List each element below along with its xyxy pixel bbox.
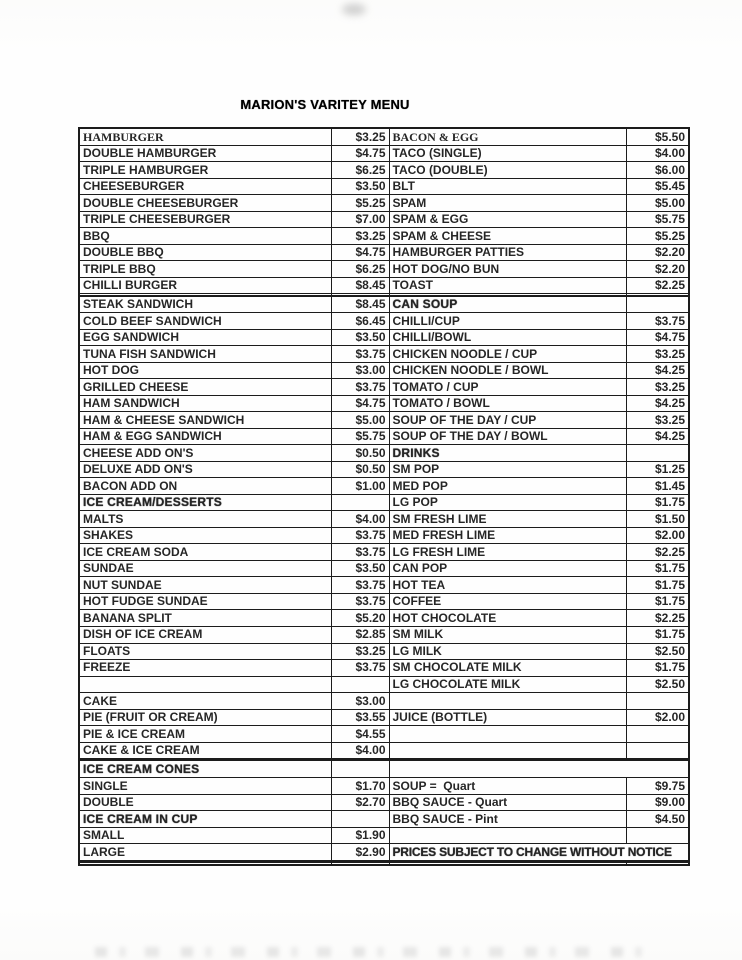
item-price-cell: $3.75 <box>331 379 389 396</box>
item-price-cell: $1.75 <box>626 627 689 644</box>
item-name-cell: TRIPLE HAMBURGER <box>79 162 331 179</box>
item-price-cell: $4.75 <box>626 329 689 346</box>
item-name-cell <box>389 760 689 777</box>
item-price-cell: $5.00 <box>331 412 389 429</box>
item-name-cell: CHILLI BURGER <box>79 277 331 294</box>
table-row <box>79 461 689 478</box>
item-price-cell: $1.25 <box>626 461 689 478</box>
item-price-cell: $6.25 <box>331 162 389 179</box>
item-name-cell: HAM SANDWICH <box>79 395 331 412</box>
item-price-cell: $1.90 <box>331 827 389 844</box>
item-name-cell: CHILLI/BOWL <box>389 329 626 346</box>
item-price-cell: $4.75 <box>331 395 389 412</box>
table-row <box>79 277 689 294</box>
table-row <box>79 709 689 726</box>
item-price-cell: $5.25 <box>626 228 689 245</box>
item-name-cell: HAM & CHEESE SANDWICH <box>79 412 331 429</box>
table-row <box>79 693 689 710</box>
item-name-cell: DOUBLE CHEESEBURGER <box>79 195 331 212</box>
item-price-cell: $8.45 <box>331 277 389 294</box>
item-name-cell: HOT FUDGE SUNDAE <box>79 593 331 610</box>
item-price-cell: $2.25 <box>626 544 689 561</box>
item-price-cell: $5.20 <box>331 610 389 627</box>
item-price-cell: $3.75 <box>331 593 389 610</box>
item-price-cell: $6.00 <box>626 162 689 179</box>
item-name-cell: BBQ <box>79 228 331 245</box>
item-name-cell: SINGLE <box>79 778 331 795</box>
item-name-cell: SM FRESH LIME <box>389 511 626 528</box>
item-price-cell: $5.00 <box>626 195 689 212</box>
table-row <box>79 577 689 594</box>
table-row <box>79 863 689 865</box>
item-name-cell: FLOATS <box>79 643 331 660</box>
item-name-cell: LG FRESH LIME <box>389 544 626 561</box>
item-price-cell: $3.25 <box>626 346 689 363</box>
item-name-cell: LG CHOCOLATE MILK <box>389 676 626 693</box>
table-row <box>79 195 689 212</box>
item-name-cell: DOUBLE <box>79 794 331 811</box>
item-name-cell: CHEESE ADD ON'S <box>79 445 331 462</box>
item-name-cell: ICE CREAM SODA <box>79 544 331 561</box>
item-name-cell: SMALL <box>79 827 331 844</box>
item-name-cell: DISH OF ICE CREAM <box>79 627 331 644</box>
table-row <box>79 660 689 677</box>
item-name-cell: EGG SANDWICH <box>79 329 331 346</box>
item-price-cell: $4.25 <box>626 395 689 412</box>
item-price-cell: $4.50 <box>626 811 689 828</box>
item-name-cell: HOT CHOCOLATE <box>389 610 626 627</box>
item-name-cell: SOUP OF THE DAY / CUP <box>389 412 626 429</box>
table-row <box>79 379 689 396</box>
table-row <box>79 178 689 195</box>
table-row <box>79 261 689 278</box>
item-price-cell: $9.75 <box>626 778 689 795</box>
item-price-cell <box>626 726 689 743</box>
item-price-cell <box>626 742 689 759</box>
table-row <box>79 162 689 179</box>
item-price-cell: $1.75 <box>626 660 689 677</box>
item-price-cell: $2.50 <box>626 676 689 693</box>
table-row <box>79 778 689 795</box>
item-price-cell: $8.45 <box>331 296 389 313</box>
item-price-cell: $3.25 <box>331 643 389 660</box>
item-name-cell: TOAST <box>389 277 626 294</box>
item-name-cell: HOT DOG/NO BUN <box>389 261 626 278</box>
item-price-cell: $2.90 <box>331 844 389 861</box>
item-price-cell: $2.00 <box>626 709 689 726</box>
item-price-cell: $1.45 <box>626 478 689 495</box>
table-row <box>79 296 689 313</box>
item-name-cell <box>79 863 331 865</box>
item-name-cell: CHEESEBURGER <box>79 178 331 195</box>
item-price-cell: $5.75 <box>626 211 689 228</box>
item-price-cell: $3.00 <box>331 362 389 379</box>
table-row <box>79 244 689 261</box>
item-price-cell: $3.75 <box>331 527 389 544</box>
item-price-cell: $3.55 <box>331 709 389 726</box>
item-name-cell: TACO (DOUBLE) <box>389 162 626 179</box>
item-price-cell: $3.75 <box>331 660 389 677</box>
item-price-cell: $4.25 <box>626 362 689 379</box>
item-name-cell: DOUBLE HAMBURGER <box>79 145 331 162</box>
item-name-cell: SUNDAE <box>79 560 331 577</box>
item-name-cell: SPAM & EGG <box>389 211 626 228</box>
item-name-cell: SM POP <box>389 461 626 478</box>
item-price-cell <box>626 445 689 462</box>
item-name-cell: SOUP = Quart <box>389 778 626 795</box>
item-name-cell: PIE & ICE CREAM <box>79 726 331 743</box>
item-price-cell: $3.75 <box>331 577 389 594</box>
table-row <box>79 412 689 429</box>
item-price-cell: $5.25 <box>331 195 389 212</box>
table-row <box>79 760 689 777</box>
item-price-cell: $4.00 <box>626 145 689 162</box>
item-name-cell: TRIPLE BBQ <box>79 261 331 278</box>
item-price-cell: $4.25 <box>626 428 689 445</box>
table-row <box>79 346 689 363</box>
item-price-cell <box>331 676 389 693</box>
item-price-cell: $5.75 <box>331 428 389 445</box>
item-price-cell: $0.50 <box>331 445 389 462</box>
item-name-cell: GRILLED CHEESE <box>79 379 331 396</box>
item-price-cell: $2.25 <box>626 610 689 627</box>
item-price-cell: $4.75 <box>331 244 389 261</box>
item-name-cell: SHAKES <box>79 527 331 544</box>
item-price-cell: $2.25 <box>626 277 689 294</box>
table-row <box>79 211 689 228</box>
item-price-cell: $4.75 <box>331 145 389 162</box>
table-row <box>79 794 689 811</box>
item-name-cell: LARGE <box>79 844 331 861</box>
table-row <box>79 445 689 462</box>
section-header-cell: ICE CREAM CONES <box>79 760 331 777</box>
item-name-cell: DOUBLE BBQ <box>79 244 331 261</box>
item-price-cell <box>331 760 389 777</box>
item-price-cell: $3.25 <box>331 128 389 145</box>
item-name-cell: BLT <box>389 178 626 195</box>
item-price-cell: $9.00 <box>626 794 689 811</box>
item-name-cell: TOMATO / BOWL <box>389 395 626 412</box>
item-price-cell: $5.45 <box>626 178 689 195</box>
table-row <box>79 511 689 528</box>
menu-table <box>78 127 690 866</box>
item-price-cell <box>331 494 389 511</box>
item-price-cell <box>626 863 689 865</box>
item-price-cell: $3.25 <box>626 412 689 429</box>
item-price-cell: $2.70 <box>331 794 389 811</box>
item-name-cell: SM MILK <box>389 627 626 644</box>
item-name-cell: HOT DOG <box>79 362 331 379</box>
table-row <box>79 478 689 495</box>
item-name-cell: MALTS <box>79 511 331 528</box>
item-price-cell: $3.25 <box>626 379 689 396</box>
item-price-cell: $3.25 <box>331 228 389 245</box>
item-price-cell: $2.50 <box>626 643 689 660</box>
table-row <box>79 676 689 693</box>
item-price-cell: $3.75 <box>626 313 689 330</box>
item-price-cell: $3.50 <box>331 178 389 195</box>
item-price-cell: $6.45 <box>331 313 389 330</box>
item-name-cell: MED POP <box>389 478 626 495</box>
item-name-cell: SPAM & CHEESE <box>389 228 626 245</box>
item-price-cell: $2.00 <box>626 527 689 544</box>
item-price-cell: $3.50 <box>331 560 389 577</box>
item-name-cell <box>389 863 626 865</box>
item-price-cell: $2.20 <box>626 261 689 278</box>
menu-table-body <box>79 128 689 865</box>
item-name-cell: JUICE (BOTTLE) <box>389 709 626 726</box>
item-name-cell: CHICKEN NOODLE / CUP <box>389 346 626 363</box>
item-name-cell: HOT TEA <box>389 577 626 594</box>
table-row <box>79 494 689 511</box>
item-name-cell: BBQ SAUCE - Pint <box>389 811 626 828</box>
table-row <box>79 329 689 346</box>
item-name-cell: TACO (SINGLE) <box>389 145 626 162</box>
table-row <box>79 313 689 330</box>
item-name-cell: BACON & EGG <box>389 128 626 145</box>
table-row <box>79 742 689 759</box>
table-row <box>79 610 689 627</box>
item-price-cell: $4.00 <box>331 742 389 759</box>
table-row <box>79 844 689 861</box>
item-name-cell: HAM & EGG SANDWICH <box>79 428 331 445</box>
item-name-cell: TUNA FISH SANDWICH <box>79 346 331 363</box>
table-row <box>79 128 689 145</box>
item-price-cell: $7.00 <box>331 211 389 228</box>
item-name-cell: STEAK SANDWICH <box>79 296 331 313</box>
table-row <box>79 362 689 379</box>
table-row <box>79 627 689 644</box>
page-title: MARION'S VARITEY MENU <box>240 97 410 112</box>
item-price-cell: $1.75 <box>626 494 689 511</box>
table-row <box>79 428 689 445</box>
item-price-cell: $1.75 <box>626 560 689 577</box>
item-price-cell: $5.50 <box>626 128 689 145</box>
item-price-cell: $1.50 <box>626 511 689 528</box>
item-name-cell: DELUXE ADD ON'S <box>79 461 331 478</box>
table-row <box>79 544 689 561</box>
item-name-cell: BACON ADD ON <box>79 478 331 495</box>
item-name-cell: FREEZE <box>79 660 331 677</box>
item-name-cell <box>389 742 626 759</box>
table-row <box>79 827 689 844</box>
item-name-cell: TOMATO / CUP <box>389 379 626 396</box>
table-row <box>79 228 689 245</box>
scan-smudge-top <box>342 4 366 15</box>
section-header-cell: ICE CREAM/DESSERTS <box>79 494 331 511</box>
item-name-cell: CAN POP <box>389 560 626 577</box>
item-name-cell: BANANA SPLIT <box>79 610 331 627</box>
item-name-cell: COFFEE <box>389 593 626 610</box>
item-price-cell: $1.75 <box>626 577 689 594</box>
item-name-cell: CAKE & ICE CREAM <box>79 742 331 759</box>
table-row <box>79 560 689 577</box>
item-name-cell: LG POP <box>389 494 626 511</box>
item-name-cell <box>389 827 626 844</box>
item-name-cell: COLD BEEF SANDWICH <box>79 313 331 330</box>
item-price-cell: $1.75 <box>626 593 689 610</box>
item-price-cell <box>626 827 689 844</box>
item-price-cell: $0.50 <box>331 461 389 478</box>
item-name-cell: BBQ SAUCE - Quart <box>389 794 626 811</box>
item-name-cell: HAMBURGER PATTIES <box>389 244 626 261</box>
item-price-cell <box>331 863 389 865</box>
item-name-cell: TRIPLE CHEESEBURGER <box>79 211 331 228</box>
item-name-cell <box>79 676 331 693</box>
item-name-cell: SPAM <box>389 195 626 212</box>
section-header-cell: ICE CREAM IN CUP <box>79 811 331 828</box>
scan-smudge-bottom <box>95 947 655 957</box>
item-price-cell: $4.55 <box>331 726 389 743</box>
item-price-cell: $3.75 <box>331 346 389 363</box>
item-price-cell: $2.85 <box>331 627 389 644</box>
item-name-cell <box>389 726 626 743</box>
item-price-cell: $6.25 <box>331 261 389 278</box>
table-row <box>79 527 689 544</box>
table-row <box>79 395 689 412</box>
item-price-cell: $3.50 <box>331 329 389 346</box>
item-price-cell <box>626 296 689 313</box>
item-name-cell: NUT SUNDAE <box>79 577 331 594</box>
table-row <box>79 811 689 828</box>
item-price-cell <box>626 693 689 710</box>
item-price-cell <box>331 811 389 828</box>
item-price-cell: $3.75 <box>331 544 389 561</box>
table-row <box>79 145 689 162</box>
item-price-cell: $4.00 <box>331 511 389 528</box>
item-price-cell: $3.00 <box>331 693 389 710</box>
table-row <box>79 593 689 610</box>
item-name-cell: LG MILK <box>389 643 626 660</box>
item-price-cell: $1.70 <box>331 778 389 795</box>
item-price-cell: $2.20 <box>626 244 689 261</box>
notice-cell: PRICES SUBJECT TO CHANGE WITHOUT NOTICE <box>389 844 689 861</box>
item-name-cell: CAKE <box>79 693 331 710</box>
item-price-cell: $1.00 <box>331 478 389 495</box>
table-row <box>79 726 689 743</box>
item-name-cell: CHILLI/CUP <box>389 313 626 330</box>
item-name-cell: SM CHOCOLATE MILK <box>389 660 626 677</box>
section-header-cell: DRINKS <box>389 445 626 462</box>
table-row <box>79 643 689 660</box>
item-name-cell: SOUP OF THE DAY / BOWL <box>389 428 626 445</box>
item-name-cell: PIE (FRUIT OR CREAM) <box>79 709 331 726</box>
item-name-cell: HAMBURGER <box>79 128 331 145</box>
item-name-cell: CHICKEN NOODLE / BOWL <box>389 362 626 379</box>
section-header-cell: CAN SOUP <box>389 296 626 313</box>
item-name-cell <box>389 693 626 710</box>
item-name-cell: MED FRESH LIME <box>389 527 626 544</box>
